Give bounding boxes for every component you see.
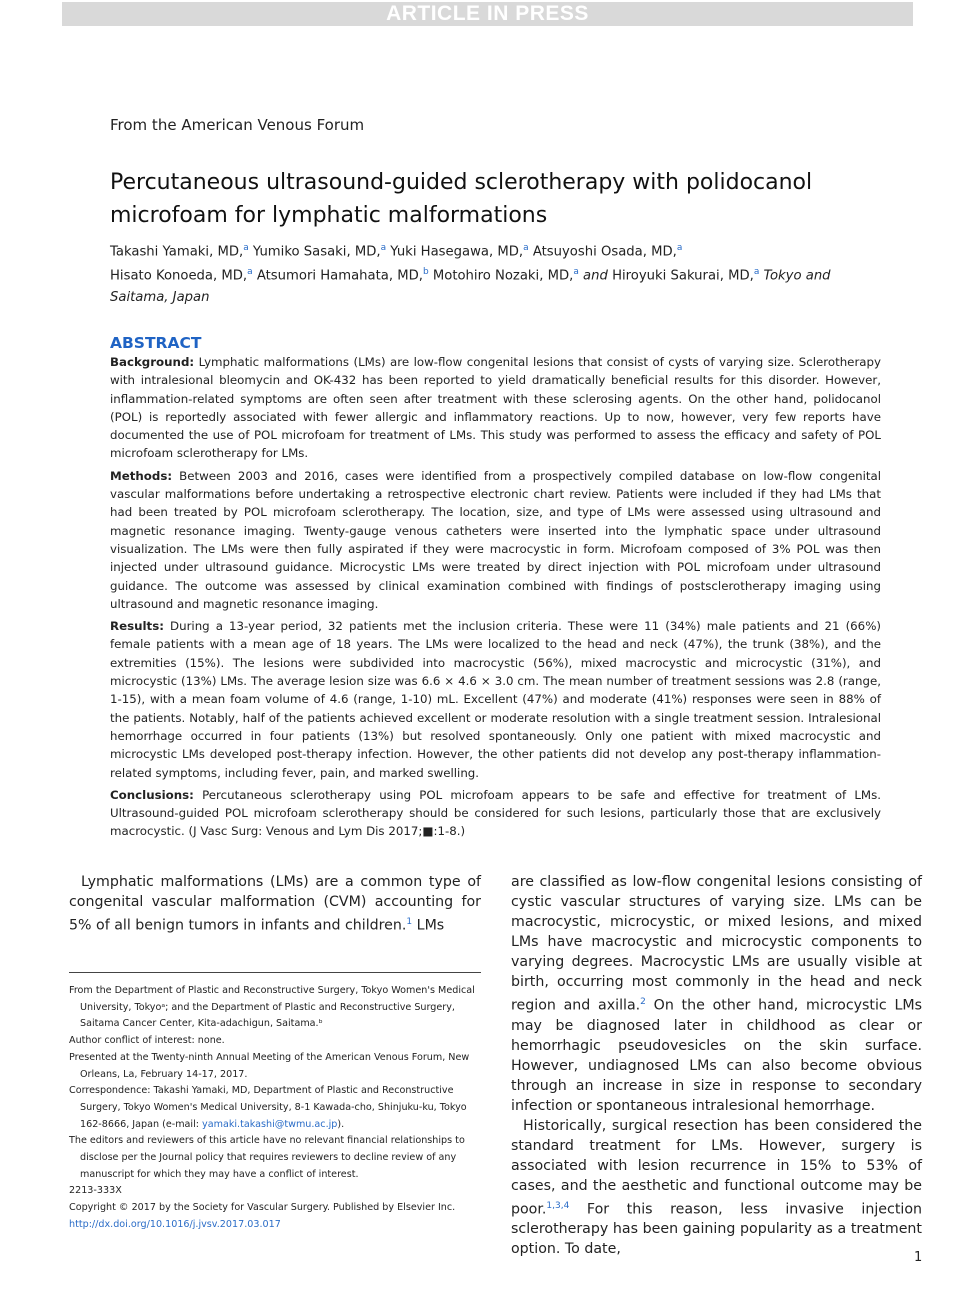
reference-link[interactable]: 1 bbox=[406, 917, 413, 927]
affiliation-mark: a bbox=[243, 243, 249, 253]
author: Atsuyoshi Osada, MD, bbox=[532, 244, 677, 260]
abstract-label: Conclusions: bbox=[110, 787, 194, 802]
abstract-label: Background: bbox=[110, 355, 195, 369]
author: Takashi Yamaki, MD, bbox=[110, 244, 244, 260]
abstract-background bbox=[110, 353, 881, 463]
abstract-text: During a 13-year period, 32 patients met the inclusion criteria. These were 11 (34%) male patients and 21 (66%) female patients with a mean age of 18 years. The LMs were localized to the head and neck (47%), the trunk (38%), and the extremities (15%). The lesions were subdivided into macrocystic (56%), mixed macrocystic and microcystic (31%), and microcystic (13%) LMs. The average lesion size was 6.6 × 4.6 × 3.0 cm. The mean number of treatment sessions was 2.8 (range, 1-15), with a mean foam volume of 4.6 (range, 1-10) mL. Excellent (47%) and moderate (41%) responses were seen in 88% of the patients. Notably, half of the patients achieved excellent or moderate resolution with a single treatment session. Intralesional hemorrhage occurred in four patients (13%) but resolved spontaneously. Only one patient with mixed macrocystic and microcystic LMs developed post-therapy infection. However, the other patients did not develop any post-therapy inflammation-related symptoms, including fever, pain, and marked swelling. bbox=[110, 619, 881, 780]
correspondence-end: ). bbox=[337, 1118, 345, 1130]
section-label: From the American Venous Forum bbox=[110, 116, 365, 134]
author: Atsumori Hamahata, MD, bbox=[256, 268, 423, 284]
author: Hisato Konoeda, MD, bbox=[110, 268, 248, 284]
footnote-conflict: Author conflict of interest: none. bbox=[69, 1035, 225, 1047]
body-text: On the other hand, microcystic LMs may be diagnosed later in childhood as clear or hemorrhagic pseudovesicles on the skin surface. However, undiagnosed LMs can also become obvious through an increase in size in response to secondary infection or spontaneous intralesional hemorrhage. bbox=[511, 997, 922, 1114]
body-paragraph bbox=[511, 1116, 922, 1260]
footnotes bbox=[69, 983, 481, 1234]
reference-link[interactable]: 2 bbox=[640, 997, 646, 1007]
footnote-affiliations: From the Department of Plastic and Reconstructive Surgery, Tokyo Women's Medical University, Tokyoᵃ; and the Department of Plastic and Reconstructive Surgery, Saitama Cancer Center, Kita-adachigun, Saitama.ᵇ bbox=[69, 985, 475, 1030]
author: Motohiro Nozaki, MD, bbox=[432, 268, 574, 284]
abstract-conclusions bbox=[110, 786, 881, 841]
author: Yumiko Sasaki, MD, bbox=[252, 244, 381, 260]
abstract-text: Between 2003 and 2016, cases were identified from a prospectively compiled database on low-flow congenital vascular malformations before undertaking a retrospective electronic chart review. Patients were included if they had LMs that had been treated by POL microfoam sclerotherapy. The location, size, and type of LMs were assessed using ultrasound and magnetic resonance imaging. Twenty-gauge venous catheters were inserted into the lymphatic space under ultrasound visualization. The LMs were then fully aspirated if they were macrocystic in form. Microfoam composed of 3% POL was then injected under ultrasound guidance. Microcystic LMs were treated by direct injection with POL microfoam under ultrasound guidance. The outcome was assessed by clinical examination combined with findings of postsclerotherapy imaging using ultrasound and magnetic resonance imaging. bbox=[110, 468, 882, 611]
affiliation-mark: a bbox=[523, 243, 529, 253]
author-location: Tokyo and Saitama, Japan bbox=[110, 268, 831, 305]
affiliation-mark: a bbox=[380, 243, 387, 253]
body-text: Historically, surgical resection has been considered the standard treatment for LMs. However, surgery is associated with lesion recurrence in 15% to 53% of cases, and the aesthetic and functional outcome may be poor. bbox=[511, 1117, 922, 1218]
body-paragraph bbox=[69, 872, 481, 936]
abstract-label: Results: bbox=[110, 619, 164, 634]
body-text: are classified as low-flow congenital lesions consisting of cystic vascular structures of varying size. LMs can be macrocystic, microcystic, or mixed lesions, and mixed LMs have macrocystic and microcystic components to varying degrees. Macrocystic LMs are usually visible at birth, occurring most commonly in the head and neck region and axilla. bbox=[511, 874, 922, 1014]
abstract bbox=[110, 334, 881, 845]
affiliation-mark: a bbox=[753, 267, 760, 278]
correspondence-text: Correspondence: Takashi Yamaki, MD, Department of Plastic and Reconstructive Surgery, Tokyo Women's Medical University, 8-1 Kawada-cho, Shinjuku-ku, Tokyo 162-8666, Japan (e-mail: bbox=[69, 1085, 467, 1130]
reference-link[interactable]: 1,3,4 bbox=[546, 1200, 570, 1211]
footnote-editors: The editors and reviewers of this article have no relevant financial relationships to disclose per the Journal policy that requires reviewers to decline review of any manuscript for which they may have a conflict of interest. bbox=[69, 1135, 465, 1180]
author-list bbox=[110, 238, 885, 308]
email-link[interactable]: yamaki.takashi@twmu.ac.jp bbox=[202, 1118, 338, 1130]
footnote-divider bbox=[69, 972, 481, 973]
abstract-heading: ABSTRACT bbox=[110, 334, 202, 352]
footnote-presented: Presented at the Twenty-ninth Annual Meeting of the American Venous Forum, New Orleans, La, February 14-17, 2017. bbox=[69, 1051, 470, 1080]
body-left-column bbox=[69, 872, 481, 936]
abstract-methods bbox=[110, 467, 881, 613]
abstract-text: Lymphatic malformations (LMs) are low-flow congenital lesions that consist of cysts of varying size. Sclerotherapy with intralesional bleomycin and OK-432 has been reported to yield dramatically beneficial results for this disorder. However, inflammation-related symptoms are often seen after treatment with these sclerosing agents. On the other hand, polidocanol (POL) is reportedly associated with fewer allergic and inflammatory reactions. Up to now, however, very few reports have documented the use of POL microfoam for treatment of LMs. This study was performed to assess the efficacy and safety of POL microfoam sclerotherapy for LMs. bbox=[110, 355, 881, 461]
author: Hiroyuki Sakurai, MD, bbox=[612, 268, 754, 284]
abstract-text: Percutaneous sclerotherapy using POL microfoam appears to be safe and effective for treatment of LMs. Ultrasound-guided POL microfoam sclerotherapy should be considered for such lesions, particularly those that are exclusively macrocystic. (J Vasc Surg: Venous and Lym Dis 2017;■:1-8.) bbox=[110, 787, 881, 839]
author-conjunction: and bbox=[583, 268, 608, 284]
page-number: 1 bbox=[914, 1250, 923, 1265]
doi-link[interactable]: http://dx.doi.org/10.1016/j.jvsv.2017.03.017 bbox=[69, 1218, 281, 1230]
body-text: LMs bbox=[412, 917, 445, 934]
affiliation-mark: a bbox=[247, 267, 253, 278]
issn: 2213-333X bbox=[69, 1185, 122, 1197]
body-paragraph bbox=[511, 872, 922, 1116]
abstract-label: Methods: bbox=[110, 468, 173, 483]
affiliation-mark: b bbox=[422, 267, 429, 278]
body-text: For this reason, less invasive injection sclerotherapy has been gaining popularity as a treatment option. To date, bbox=[511, 1201, 922, 1258]
copyright: Copyright © 2017 by the Society for Vascular Surgery. Published by Elsevier Inc. bbox=[69, 1202, 456, 1214]
affiliation-mark: a bbox=[676, 243, 683, 253]
article-title: Percutaneous ultrasound-guided sclerotherapy with polidocanol microfoam for lymphatic malformations bbox=[110, 170, 813, 228]
affiliation-mark: a bbox=[573, 267, 579, 278]
abstract-results bbox=[110, 617, 881, 782]
footnote-correspondence bbox=[69, 1083, 481, 1133]
body-right-column bbox=[511, 872, 922, 1259]
article-in-press-banner: ARTICLE IN PRESS bbox=[62, 2, 913, 26]
author: Yuki Hasegawa, MD, bbox=[390, 244, 524, 260]
body-text: Lymphatic malformations (LMs) are a common type of congenital vascular malformation (CVM) accounting for 5% of all benign tumors in infants and children. bbox=[69, 874, 481, 934]
